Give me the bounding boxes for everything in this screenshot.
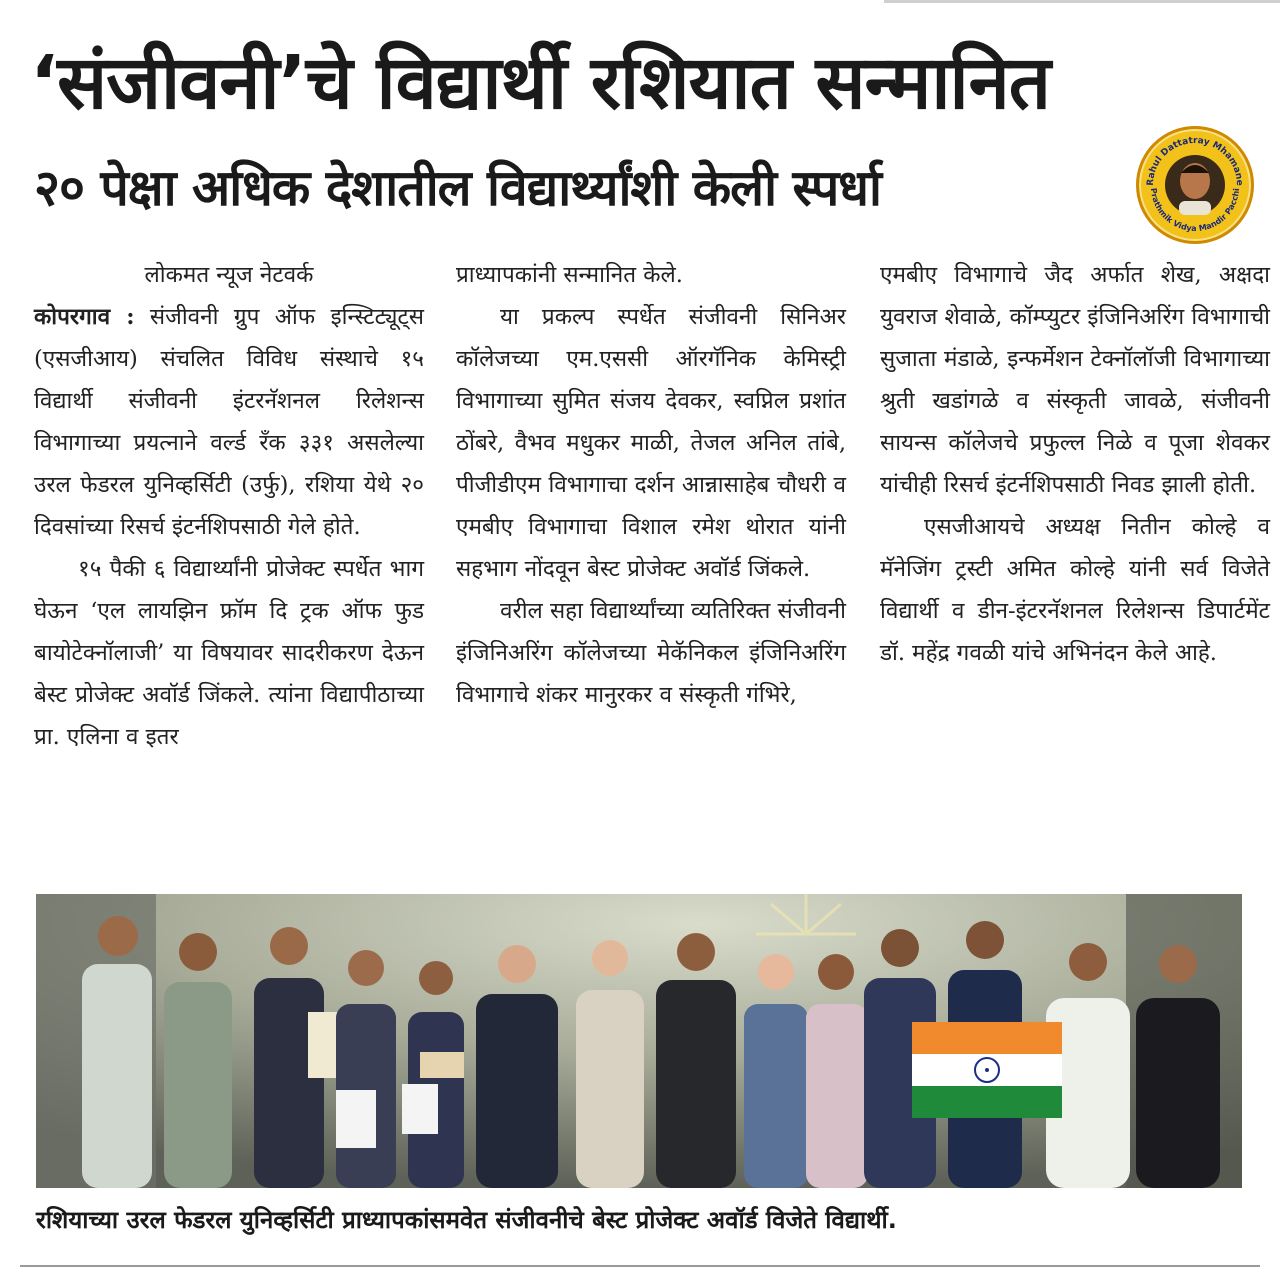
- seal-bottom-text: Prathmik Vidya Mandir Pacchi: [1148, 187, 1241, 234]
- column-3: [880, 254, 1270, 674]
- paragraph-3: या प्रकल्प स्पर्धेत संजीवनी सिनिअर कॉलेजच्या एम.एससी ऑरगॅनिक केमिस्ट्री विभागाच्या सुमित संजय देवकर, स्वप्निल प्रशांत ठोंबरे, वैभव मधुकर माळी, तेजल अनिल तांबे, पीजीडीएम विभागाचा दर्शन आन्नासाहेब चौधरी व एमबीए विभागाचा विशाल रमेश थोरात यांनी सहभाग नोंदवून बेस्ट प्रोजेक्ट अवॉर्ड जिंकले.: [456, 304, 846, 582]
- indian-flag: [912, 1022, 1062, 1118]
- group-photo-illustration: [36, 894, 1242, 1188]
- subheadline: २० पेक्षा अधिक देशातील विद्यार्थ्यांशी केली स्पर्धा: [34, 159, 881, 217]
- seal-top-text: Rahul Dattatray Mhamane: [1145, 135, 1245, 187]
- lead-paragraph: [34, 296, 424, 548]
- byline: लोकमत न्यूज नेटवर्क: [144, 262, 314, 288]
- portrait-shirt: [1179, 201, 1211, 215]
- bottom-rule: [20, 1265, 1260, 1267]
- column-1: [34, 254, 424, 758]
- paragraph-2: १५ पैकी ६ विद्यार्थ्यांनी प्रोजेक्ट स्पर्धेत भाग घेऊन ‘एल लायझिन फ्रॉम दि ट्रक ऑफ फुड बायोटेक्नॉलाजी’ या विषयावर सादरीकरण देऊन बेस्ट प्रोजेक्ट अवॉर्ड जिंकले. त्यांना विद्यापीठाच्या प्रा. एलिना व इतर: [34, 556, 424, 750]
- watermark-seal: [1136, 126, 1254, 244]
- photo-caption: रशियाच्या उरल फेडरल युनिव्हर्सिटी प्राध्यापकांसमवेत संजीवनीचे बेस्ट प्रोजेक्ट अवॉर्ड विजेते विद्यार्थी.: [36, 1206, 897, 1234]
- column-2: [456, 254, 846, 716]
- dateline: कोपरगाव :: [34, 304, 135, 330]
- seal-graphic: [1139, 129, 1251, 241]
- paragraph-4-continued: एमबीए विभागाचे जैद अर्फात शेख, अक्षदा युवराज शेवाळे, कॉम्प्युटर इंजिनिअरिंग विभागाची सुजाता मंडाळे, इन्फर्मेशन टेक्नॉलॉजी विभागाच्या श्रुती खडांगळे व संस्कृती जावळे, संजीवनी सायन्स कॉलेजचे प्रफुल्ल निळे व पूजा शेवकर यांचीही रिसर्च इंटर्नशिपसाठी निवड झाली होती.: [880, 262, 1270, 498]
- paragraph-4: वरील सहा विद्यार्थ्यांच्या व्यतिरिक्त संजीवनी इंजिनिअरिंग कॉलेजच्या मेकॅनिकल इंजिनिअरिंग विभागाचे शंकर मानुरकर व संस्कृती गंभिरे,: [456, 598, 846, 708]
- lead-text: संजीवनी ग्रुप ऑफ इन्स्टिट्यूट्स (एसजीआय) संचलित विविध संस्थाचे १५ विद्यार्थी संजीवनी इंटरनॅशनल रिलेशन्स विभागाच्या प्रयत्नाने वर्ल्ड रँक ३३१ असलेल्या उरल फेडरल युनिव्हर्सिटी (उर्फु), रशिया येथे २० दिवसांच्या रिसर्च इंटर्नशिपसाठी गेले होते.: [34, 304, 424, 540]
- top-rule: [884, 0, 1280, 3]
- paragraph-5: एसजीआयचे अध्यक्ष नितीन कोल्हे व मॅनेजिंग ट्रस्टी अमित कोल्हे यांनी सर्व विजेते विद्यार्थी व डीन-इंटरनॅशनल रिलेशन्स डिपार्टमेंट डॉ. महेंद्र गवळी यांचे अभिनंदन केले आहे.: [880, 514, 1270, 666]
- paragraph-2-continued: प्राध्यापकांनी सन्मानित केले.: [456, 262, 683, 288]
- headline: ‘संजीवनी’चे विद्यार्थी रशियात सन्मानित: [30, 40, 1050, 126]
- group-photo: [36, 894, 1242, 1188]
